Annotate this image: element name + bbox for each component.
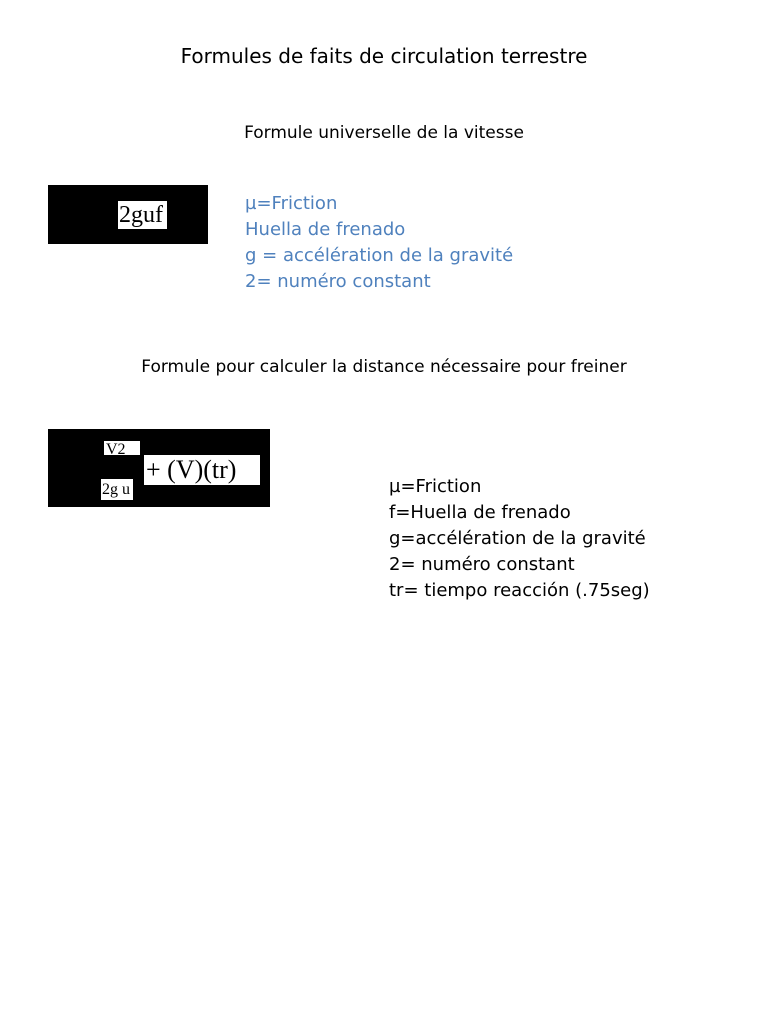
- legend-item: f=Huella de frenado: [389, 502, 571, 523]
- section-heading-speed-formula: Formule universelle de la vitesse: [244, 123, 524, 143]
- legend-item: µ=Friction: [245, 193, 338, 214]
- legend-item: g=accélération de la gravité: [389, 528, 646, 549]
- legend-item: 2= numéro constant: [245, 271, 431, 292]
- legend-item: tr= tiempo reacción (.75seg): [389, 580, 650, 601]
- legend-item: µ=Friction: [389, 476, 482, 497]
- legend-item: Huella de frenado: [245, 219, 406, 240]
- legend-item: 2= numéro constant: [389, 554, 575, 575]
- speed-formula-image: [48, 185, 208, 244]
- formula-numerator: V2: [104, 441, 140, 455]
- braking-distance-formula-image: [48, 429, 270, 507]
- section-heading-braking-distance: Formule pour calculer la distance nécessaire pour freiner: [141, 357, 627, 377]
- formula-denominator: 2g u: [101, 479, 133, 500]
- formula-reaction-term: + (V)(tr): [144, 455, 260, 485]
- braking-distance-legend: [389, 474, 650, 604]
- legend-item: g = accélération de la gravité: [245, 245, 514, 266]
- speed-formula-text: 2guf: [118, 201, 167, 229]
- speed-formula-legend: [245, 191, 513, 295]
- page-title: Formules de faits de circulation terrestre: [180, 44, 588, 68]
